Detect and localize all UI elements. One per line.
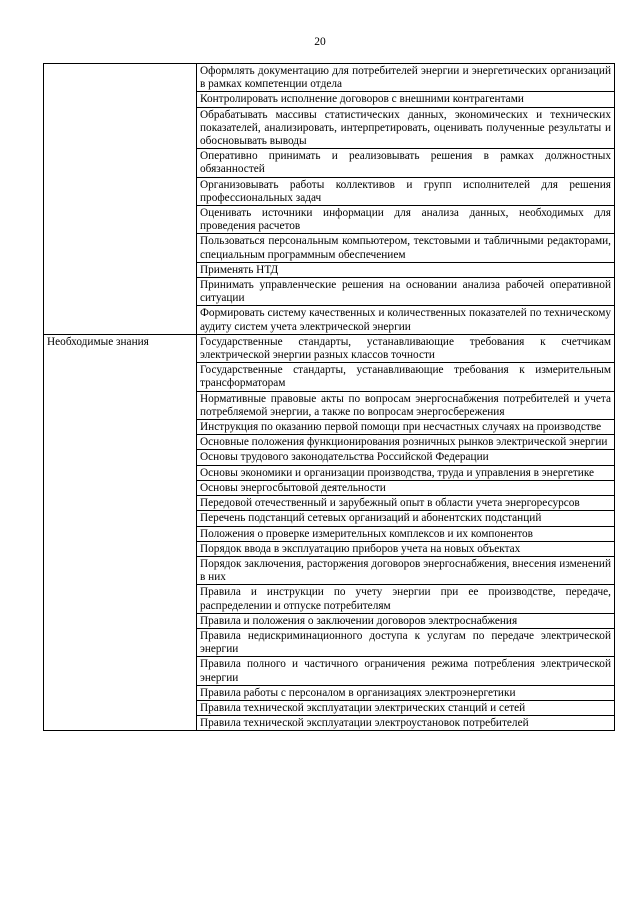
skills-item: Оперативно принимать и реализовывать решения в рамках должностных обязанностей: [197, 149, 615, 177]
table-row: [44, 334, 615, 362]
knowledge-item: Государственные стандарты, устанавливающие требования к измерительным трансформаторам: [197, 363, 615, 391]
knowledge-item: Нормативные правовые акты по вопросам энергоснабжения потребителей и учета потребляемой энергии, а также по вопросам энергосбережения: [197, 391, 615, 419]
skills-group-label: [44, 64, 197, 335]
knowledge-item: Основы трудового законодательства Российской Федерации: [197, 450, 615, 465]
skills-item: Применять НТД: [197, 262, 615, 277]
knowledge-item: Государственные стандарты, устанавливающие требования к счетчикам электрической энергии разных классов точности: [197, 334, 615, 362]
knowledge-item: Правила работы с персоналом в организациях электроэнергетики: [197, 685, 615, 700]
competency-table: [43, 63, 615, 731]
knowledge-item: Правила полного и частичного ограничения режима потребления электрической энергии: [197, 657, 615, 685]
knowledge-group-label: Необходимые знания: [44, 334, 197, 730]
knowledge-item: Основы экономики и организации производства, труда и управления в энергетике: [197, 465, 615, 480]
knowledge-item: Правила и положения о заключении договоров электроснабжения: [197, 613, 615, 628]
knowledge-item: Правила технической эксплуатации электрических станций и сетей: [197, 700, 615, 715]
knowledge-item: Порядок заключения, расторжения договоров энергоснабжения, внесения изменений в них: [197, 556, 615, 584]
competency-table-body: [44, 64, 615, 731]
skills-item: Контролировать исполнение договоров с внешними контрагентами: [197, 92, 615, 107]
skills-item: Оценивать источники информации для анализа данных, необходимых для проведения расчетов: [197, 206, 615, 234]
knowledge-item: Правила и инструкции по учету энергии при ее производстве, передаче, распределении и отпуске потребителям: [197, 585, 615, 613]
skills-item: Оформлять документацию для потребителей энергии и энергетических организаций в рамках компетенции отдела: [197, 64, 615, 92]
skills-item: Пользоваться персональным компьютером, текстовыми и табличными редакторами, специальным программным обеспечением: [197, 234, 615, 262]
knowledge-item: Передовой отечественный и зарубежный опыт в области учета энергоресурсов: [197, 496, 615, 511]
knowledge-item: Положения о проверке измерительных комплексов и их компонентов: [197, 526, 615, 541]
knowledge-item: Основы энергосбытовой деятельности: [197, 480, 615, 495]
knowledge-item: Правила технической эксплуатации электроустановок потребителей: [197, 716, 615, 731]
knowledge-item: Основные положения функционирования розничных рынков электрической энергии: [197, 435, 615, 450]
page-number: 20: [314, 36, 326, 48]
table-row: [44, 64, 615, 92]
knowledge-item: Инструкция по оказанию первой помощи при несчастных случаях на производстве: [197, 420, 615, 435]
knowledge-item: Перечень подстанций сетевых организаций и абонентских подстанций: [197, 511, 615, 526]
skills-item: Принимать управленческие решения на основании анализа рабочей оперативной ситуации: [197, 278, 615, 306]
skills-item: Формировать систему качественных и количественных показателей по техническому аудиту систем учета электрической энергии: [197, 306, 615, 334]
knowledge-item: Правила недискриминационного доступа к услугам по передаче электрической энергии: [197, 628, 615, 656]
skills-item: Организовывать работы коллективов и групп исполнителей для решения профессиональных задач: [197, 177, 615, 205]
knowledge-item: Порядок ввода в эксплуатацию приборов учета на новых объектах: [197, 541, 615, 556]
skills-item: Обрабатывать массивы статистических данных, экономических и технических показателей, анализировать, интерпретировать, оценивать полученные результаты и обосновывать выводы: [197, 107, 615, 149]
